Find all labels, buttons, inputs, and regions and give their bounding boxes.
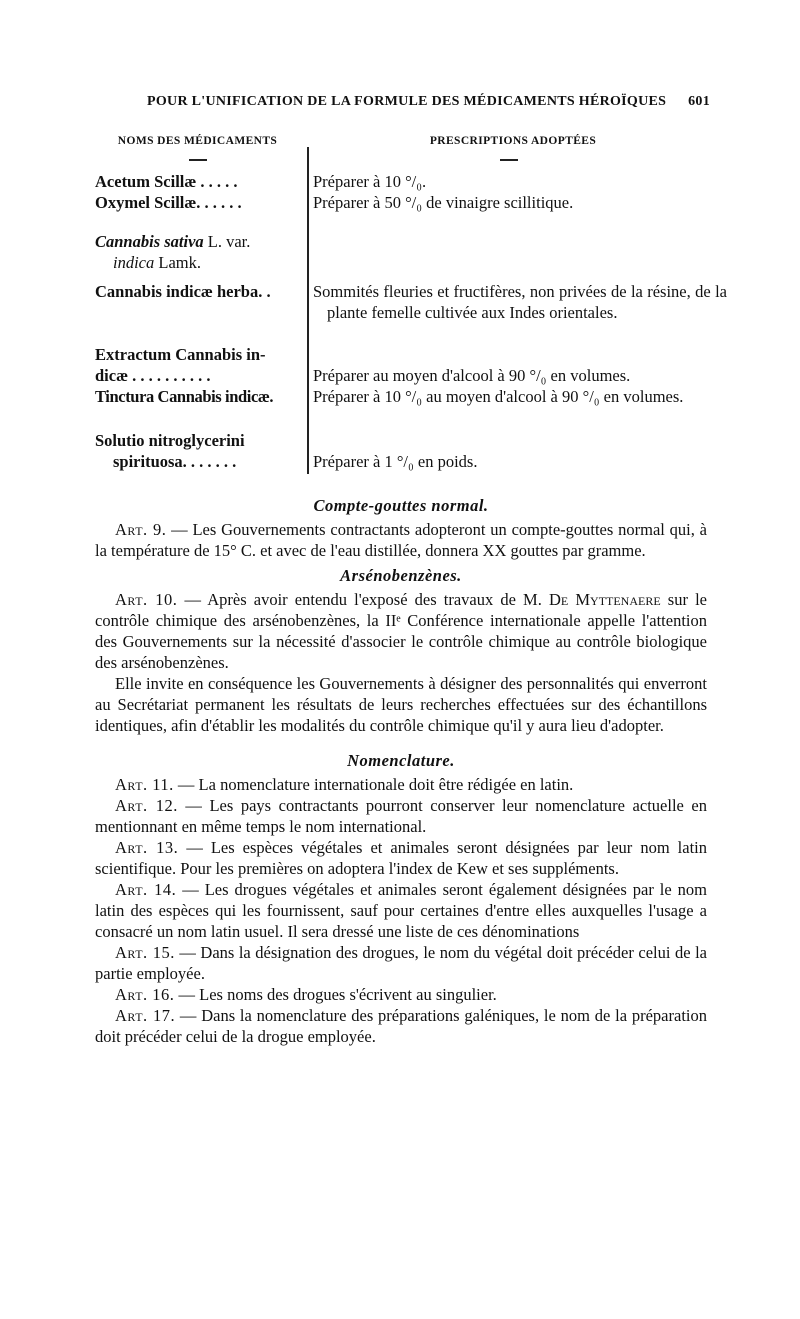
articles-body xyxy=(95,495,707,1047)
article-paragraph: Art. 17. — Dans la nomenclature des préparations galéniques, le nom de la préparation doit précéder celui de la drogue employée. xyxy=(95,1006,707,1046)
article-paragraph: Art. 11. — La nomenclature internationale doit être rédigée en latin. xyxy=(115,775,574,794)
article-paragraph: Elle invite en conséquence les Gouvernements à désigner des personnalités qui enverront au Secrétariat permanent les résultats de leurs recherches effectuées sur des échantillons identiques, afin d'établir les modalités du contrôle chimique qu'il y aura lieu d'adopter. xyxy=(95,674,707,735)
article-paragraph: Art. 14. — Les drogues végétales et animales seront également désignées par le nom latin des espèces qui les fournissent, sauf pour certaines d'entre elles auxquelles l'usage a consacré un nom latin usuel. Il sera dressé une liste de ces dénominations xyxy=(95,880,708,941)
prescription-text: Préparer à 10 °/₀ au moyen d'alcool à 90 °/₀ en volumes. xyxy=(313,387,684,406)
prescription-text: Sommités fleuries et fructifères, non privées de la résine, de la plante femelle cultivée aux Indes orientales. xyxy=(313,282,727,322)
drug-name: Extractum Cannabis in- dicæ . . . . . . . . . . xyxy=(95,345,266,385)
section-title: Compte-gouttes normal. xyxy=(313,496,489,515)
prescription-text: Préparer à 10 °/₀. xyxy=(313,172,427,191)
article-paragraph: Art. 15. — Dans la désignation des drogues, le nom du végétal doit précéder celui de la partie employée. xyxy=(95,943,707,983)
drug-name: Tinctura Cannabis indicæ. xyxy=(95,387,274,406)
running-title: POUR L'UNIFICATION DE LA FORMULE DES MÉDICAMENTS HÉROÏQUES xyxy=(147,94,667,109)
running-header xyxy=(95,94,715,120)
prescription-text: Préparer à 50 °/₀ de vinaigre scillitique. xyxy=(313,193,574,212)
prescription-text: Préparer au moyen d'alcool à 90 °/₀ en volumes. xyxy=(313,366,631,385)
drug-name: Oxymel Scillæ. . . . . . xyxy=(95,193,242,212)
column-heading-names: NOMS DES MÉDICAMENTS xyxy=(117,135,278,147)
drug-name-botanical: Cannabis sativa L. var. indica Lamk. xyxy=(95,232,251,272)
column-divider xyxy=(307,147,309,474)
drug-name: Cannabis indicæ herba. . xyxy=(95,282,271,301)
section-title: Arsénobenzènes. xyxy=(340,566,462,585)
article-paragraph: Art. 9. — Les Gouvernements contractants adopteront un compte-gouttes normal qui, à la température de 15° C. et avec de l'eau distillée, donnera XX gouttes par gramme. xyxy=(95,520,707,560)
article-paragraph: Art. 10. — Après avoir entendu l'exposé des travaux de M. De Myttenaere sur le contrôle chimique des arsénobenzènes, la IIᵉ Conférence internationale appelle l'attention des Gouvernements sur la nécessité d'associer le contrôle chimique au contrôle biologique des arsénobenzènes. xyxy=(95,590,708,672)
heading-dash xyxy=(500,159,518,161)
page-number: 601 xyxy=(688,94,710,109)
drug-name: Acetum Scillæ . . . . . xyxy=(95,172,238,191)
column-heading-prescriptions: PRESCRIPTIONS ADOPTÉES xyxy=(429,135,597,147)
section-title: Nomenclature. xyxy=(347,751,455,770)
article-paragraph: Art. 12. — Les pays contractants pourront conserver leur nomenclature actuelle en mentionnant en même temps le nom international. xyxy=(95,796,707,836)
person-name: De Myttenaere xyxy=(548,590,661,609)
article-paragraph: Art. 16. — Les noms des drogues s'écrivent au singulier. xyxy=(115,985,497,1004)
drug-name: Solutio nitroglycerini spirituosa. . . . . . . xyxy=(95,431,245,471)
heading-dash xyxy=(189,159,207,161)
article-paragraph: Art. 13. — Les espèces végétales et animales seront désignées par leur nom latin scientifique. Pour les premières on adoptera l'index de Kew et ses suppléments. xyxy=(95,838,707,878)
prescription-text: Préparer à 1 °/₀ en poids. xyxy=(313,452,478,471)
